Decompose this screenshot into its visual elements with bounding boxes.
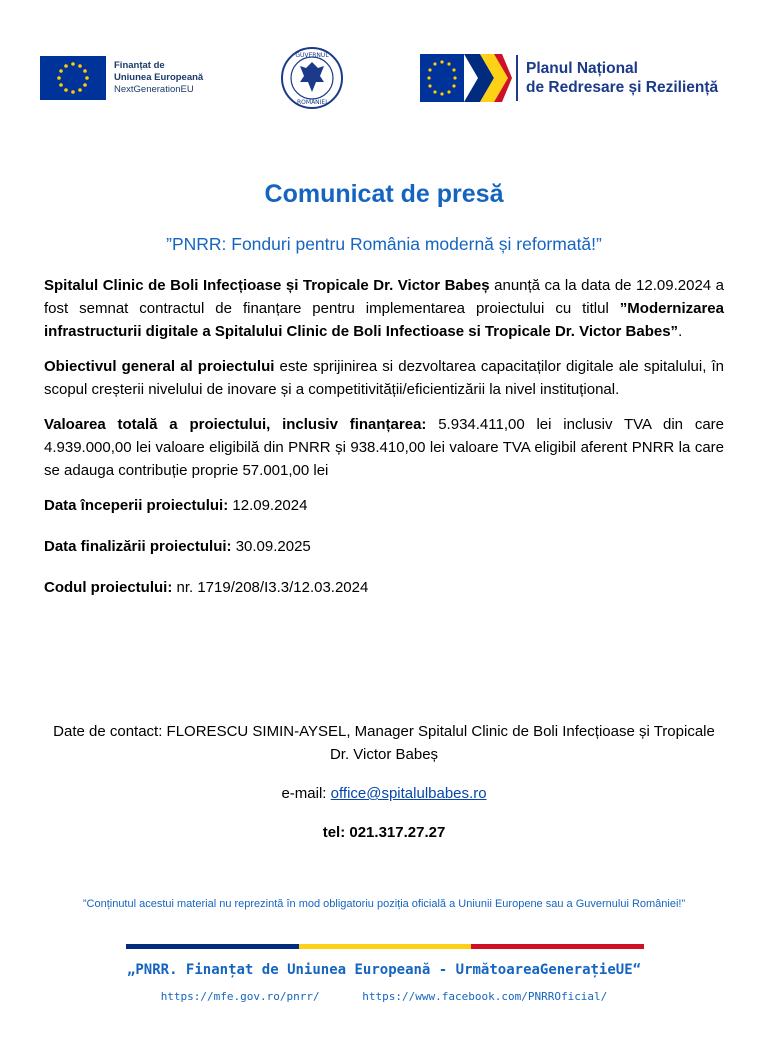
pnrr-flag-icon bbox=[420, 54, 512, 102]
value-text: 5.934.411,00 lei inclusiv TVA din care 4.939.000,00 lei valoare eligibilă din PNRR și 938.410,00 lei valoare TVA eligibil aferent PNRR la care se adauga contribuție proprie 57.001,00 lei bbox=[44, 416, 725, 479]
email-link[interactable]: office@spitalulbabes.ro bbox=[330, 785, 487, 802]
pnrr-logo-line2: de Redresare și Reziliență bbox=[526, 79, 719, 96]
value-paragraph bbox=[44, 413, 724, 482]
contact-section bbox=[44, 720, 724, 860]
objective-label: Obiectivul general al proiectului bbox=[44, 358, 275, 375]
footer-links bbox=[0, 990, 768, 1003]
svg-text:ROMÂNIEI: ROMÂNIEI bbox=[297, 99, 327, 106]
end-date bbox=[44, 535, 724, 558]
footer-link-facebook[interactable]: https://www.facebook.com/PNRROficial/ bbox=[362, 990, 608, 1003]
objective-paragraph bbox=[44, 355, 724, 401]
page-title: Comunicat de presă bbox=[264, 180, 504, 208]
project-code bbox=[44, 576, 724, 599]
start-date-value: 12.09.2024 bbox=[228, 497, 308, 514]
project-code-value: nr. 1719/208/I3.3/12.03.2024 bbox=[172, 579, 369, 596]
government-seal-icon bbox=[280, 46, 344, 110]
svg-text:GUVERNUL: GUVERNUL bbox=[295, 52, 329, 59]
intro-text: anunță ca la data de 12.09.2024 a fost semnat contractul de finanțare pentru implementarea proiectului cu titlul bbox=[44, 277, 724, 317]
eu-logo-line3: NextGenerationEU bbox=[114, 84, 194, 95]
hospital-name: Spitalul Clinic de Boli Infecțioase și Tropicale Dr. Victor Babeș bbox=[44, 277, 490, 294]
eu-logo-line1: Finanțat de bbox=[114, 60, 165, 71]
end-date-label: Data finalizării proiectului: bbox=[44, 538, 232, 555]
header-logos bbox=[40, 46, 740, 116]
value-label: Valoarea totală a proiectului, inclusiv finanțarea: bbox=[44, 416, 427, 433]
pnrr-logo-line1: Planul Național bbox=[526, 60, 638, 77]
email-line bbox=[44, 782, 724, 805]
pnrr-logo bbox=[420, 54, 718, 102]
start-date-label: Data începerii proiectului: bbox=[44, 497, 229, 514]
page-subtitle: ”PNRR: Fonduri pentru România modernă și reformată!” bbox=[166, 234, 602, 254]
phone-number: tel: 021.317.27.27 bbox=[322, 824, 446, 841]
press-release-body bbox=[44, 274, 724, 611]
project-title: ”Modernizarea infrastructurii digitale a Spitalului Clinic de Boli Infectioase si Tropicale Dr. Victor Babes” bbox=[44, 300, 724, 340]
project-code-label: Codul proiectului: bbox=[44, 579, 173, 596]
footer-title: „PNRR. Finanțat de Uniunea Europeană - UrmătoareaGenerațieUE“ bbox=[126, 962, 642, 978]
email-label: e-mail: bbox=[281, 785, 331, 802]
objective-text: este sprijinirea si dezvoltarea capacitaților digitale ale spitalului, în scopul creșterii nivelului de inovare și a competitivității/eficientizării la nivel instituțional. bbox=[44, 358, 724, 398]
intro-paragraph bbox=[44, 274, 724, 343]
end-date-value: 30.09.2025 bbox=[231, 538, 311, 555]
disclaimer: ”Conținutul acestui material nu reprezintă în mod obligatoriu poziția oficială a Uniunii Europene sau a Guvernului României!” bbox=[82, 898, 686, 910]
eu-logo-line2: Uniunea Europeană bbox=[114, 72, 204, 83]
eu-funding-logo bbox=[40, 56, 203, 100]
footer-link-mfe[interactable]: https://mfe.gov.ro/pnrr/ bbox=[160, 990, 320, 1003]
contact-line: Date de contact: FLORESCU SIMIN-AYSEL, Manager Spitalul Clinic de Boli Infecțioase și Tropicale Dr. Victor Babeș bbox=[53, 723, 715, 763]
intro-end: . bbox=[678, 323, 683, 340]
tricolor-bar bbox=[126, 944, 644, 949]
eu-flag-icon bbox=[40, 56, 106, 100]
start-date bbox=[44, 494, 724, 517]
